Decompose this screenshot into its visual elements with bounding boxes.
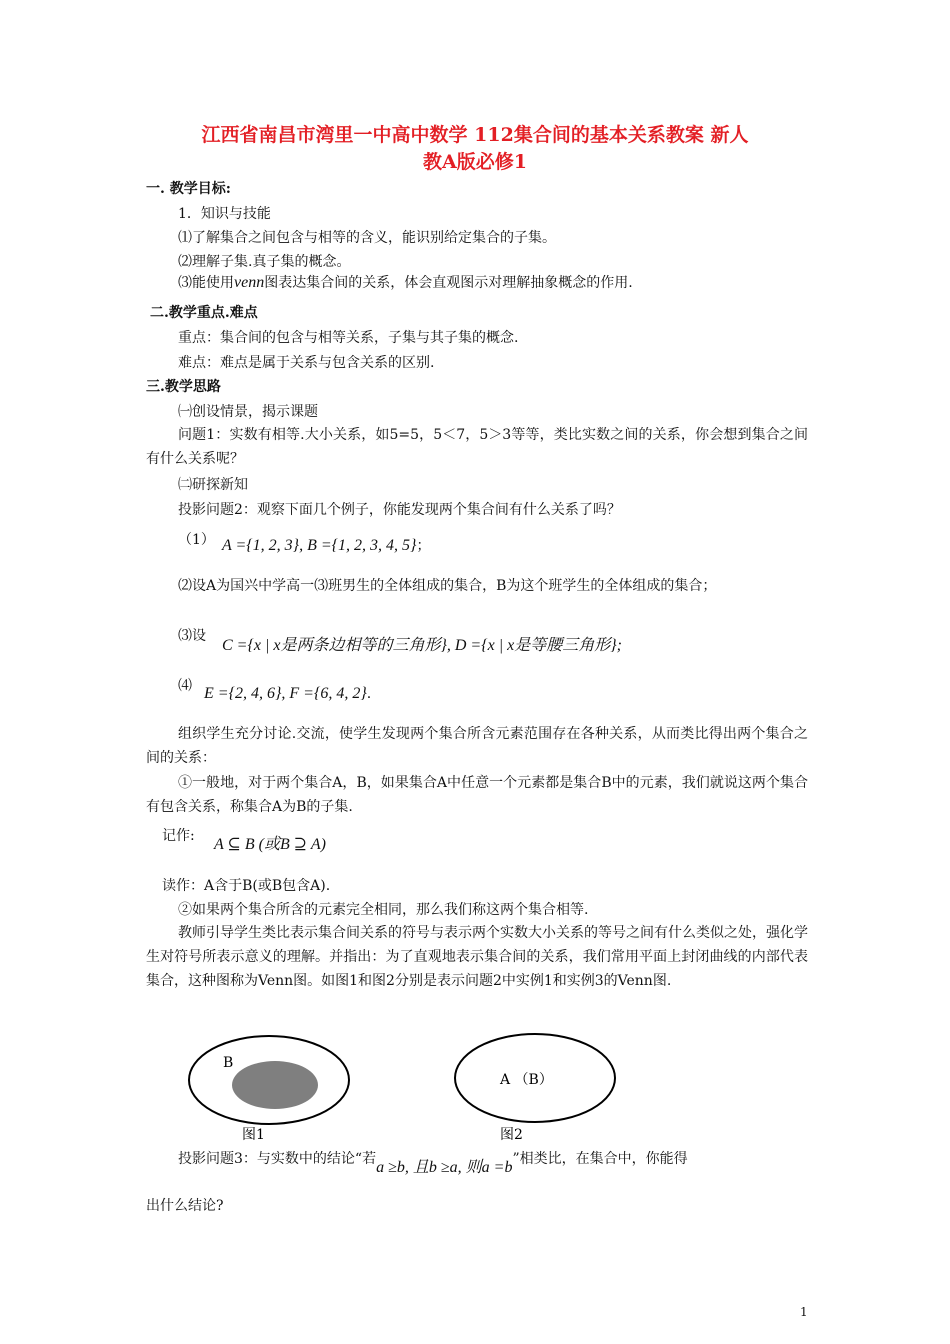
objective-2: ⑵理解子集.真子集的概念。 <box>178 254 351 270</box>
venn-fig2-caption: 图2 <box>500 1127 523 1143</box>
objective-1: ⑴了解集合之间包含与相等的含义，能识别给定集合的子集。 <box>178 230 556 246</box>
notation-formula: A ⊆ B (或B ⊇ A) <box>214 836 326 853</box>
example-1-label: （1） <box>178 532 215 548</box>
page-number: 1 <box>800 1305 808 1319</box>
section1-heading: 一. 教学目标: <box>146 181 231 197</box>
definition-subset: ①一般地，对于两个集合A，B，如果集合A中任意一个元素都是集合B中的元素，我们就说这两个集合有包含关系，称集合A为B的子集. <box>146 775 808 815</box>
example-3: C ={x | x是两条边相等的三角形}, D ={x | x是等腰三角形}; <box>222 637 622 654</box>
teacher-guidance: 教师引导学生类比表示集合间关系的符号与表示两个实数大小关系的等号之间有什么类似之处，强化学生对符号所表示意义的理解。并指出：为了直观地表示集合间的关系，我们常用平面上封闭曲线的内部代表集合，这种图称为Venn图。如图1和图2分别是表示问题2中实例1和实例3的Venn图. <box>146 925 808 989</box>
example-2: ⑵设A为国兴中学高一⑶班男生的全体组成的集合，B为这个班学生的全体组成的集合； <box>178 578 717 594</box>
objective-3: ⑶能使用venn图表达集合间的关系，体会直观图示对理解抽象概念的作用. <box>178 274 633 291</box>
part-2-title: ㈡研探新知 <box>178 477 248 493</box>
question-3: 投影问题3：与实数中的结论“若a ≥b, 且b ≥a, 则a =b”相类比，在集合中，你能得 <box>178 1151 688 1176</box>
question-3-continued: 出什么结论? <box>146 1198 224 1214</box>
example-4-label: ⑷ <box>178 678 192 694</box>
venn-fig2-label: A （B） <box>500 1072 553 1088</box>
venn-diagrams <box>180 1032 640 1146</box>
venn-fig1-label: B <box>223 1055 234 1071</box>
section1-subheading: 1．知识与技能 <box>178 206 271 222</box>
question-2: 投影问题2：观察下面几个例子，你能发现两个集合间有什么关系了吗？ <box>178 502 621 518</box>
venn-fig1-inner-ellipse <box>232 1061 318 1109</box>
part-1-title: ㈠创设情景，揭示课题 <box>178 404 318 420</box>
venn-term: venn <box>234 274 265 291</box>
difficult-point: 难点：难点是属于关系与包含关系的区别. <box>178 355 435 371</box>
document-title-line2: 教A版必修1 <box>423 151 527 173</box>
document-title-line1: 江西省南昌市湾里一中高中数学 112集合间的基本关系教案 新人 <box>201 124 749 146</box>
example-3-label: ⑶设 <box>178 628 206 644</box>
discussion-text: 组织学生充分讨论.交流，使学生发现两个集合所含元素范围存在各种关系，从而类比得出两个集合之间的关系： <box>146 726 808 766</box>
definition-equal: ②如果两个集合所含的元素完全相同，那么我们称这两个集合相等. <box>178 902 589 918</box>
example-1: A ={1, 2, 3}, B ={1, 2, 3, 4, 5}； <box>222 537 431 554</box>
venn-fig1-caption: 图1 <box>242 1127 265 1143</box>
notation-label: 记作: <box>162 828 195 844</box>
reading-text: 读作：A含于B(或B包含A). <box>162 878 331 894</box>
section2-heading: 二.教学重点.难点 <box>150 305 258 321</box>
key-point: 重点：集合间的包含与相等关系，子集与其子集的概念. <box>178 330 519 346</box>
section3-heading: 三.教学思路 <box>146 379 221 395</box>
question-1: 问题1：实数有相等.大小关系，如5=5，5＜7，5＞3等等，类比实数之间的关系，你会想到集合之间有什么关系呢？ <box>146 427 808 467</box>
example-4: E ={2, 4, 6}, F ={6, 4, 2}. <box>204 685 372 702</box>
